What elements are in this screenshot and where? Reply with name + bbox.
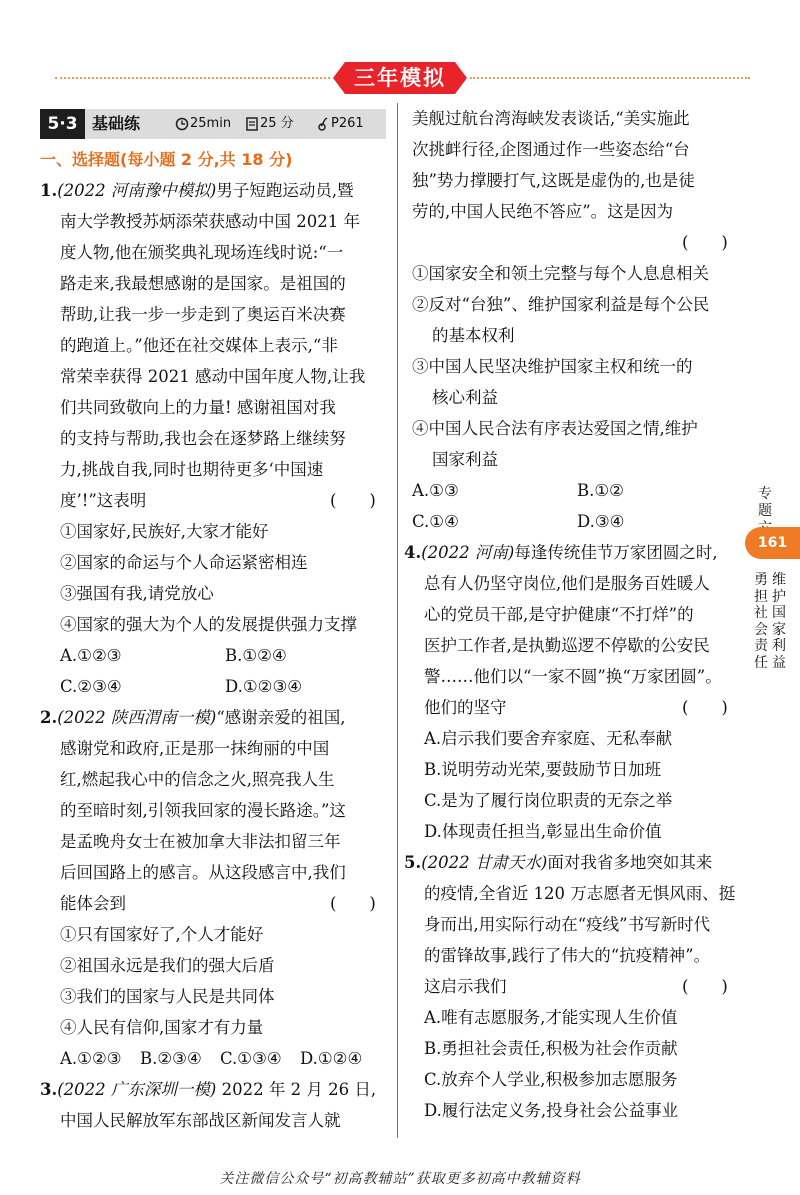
q2-option-c: C.①③④ — [220, 1049, 282, 1068]
q1-line: 度人物,他在颁奖典礼现场连线时说:“一 — [60, 243, 344, 262]
q2-text: “感谢亲爱的祖国, — [216, 708, 346, 727]
q3-text: 2022 年 2 月 26 日, — [216, 1080, 377, 1099]
side-subtitle-2: 维护国家利益 — [772, 572, 786, 671]
q4-option-d: D.体现责任担当,彰显出生命价值 — [424, 822, 662, 841]
time-limit: 25min — [190, 116, 232, 131]
q3-item-cont: 的基本权利 — [432, 326, 515, 345]
score-sheet-icon — [246, 117, 258, 131]
top-dotted-line-right — [470, 77, 750, 79]
q2-answer-blank: ( ) — [330, 894, 376, 913]
q5-text: 面对我省多地突如其来 — [547, 853, 713, 872]
score-total: 25 分 — [260, 116, 294, 131]
q2-item: ③我们的国家与人民是共同体 — [60, 987, 275, 1006]
q5-number: 5. — [404, 853, 422, 872]
right-column — [404, 103, 740, 1126]
q4-text: 每逢传统佳节万家团圆之时, — [514, 543, 718, 562]
q4-line: 心的党员干部,是守护健康“不打烊”的 — [424, 605, 694, 624]
q3-option-c: C.①④ — [412, 512, 459, 531]
q1-options-row1 — [40, 640, 386, 671]
q2-item: ①只有国家好了,个人才能好 — [60, 925, 264, 944]
q3-line: 独”势力撑腰打气,这既是虚伪的,也是徒 — [412, 171, 695, 190]
q5-line: 身而出,用实际行动在“疫线”书写新时代 — [424, 915, 711, 934]
q1-line: 路走来,我最想感谢的是国家。是祖国的 — [60, 274, 346, 293]
q4-first-line — [404, 537, 740, 568]
q1-option-d: D.①②③④ — [225, 677, 303, 696]
q1-options-row2 — [40, 671, 386, 702]
exercise-header — [40, 109, 386, 139]
q3-item: ④中国人民合法有序表达爱国之情,维护 — [412, 419, 698, 438]
q3-answer-blank: ( ) — [682, 233, 728, 252]
q2-source: (2022 陕西渭南一模) — [57, 708, 217, 727]
q1-line: 常荣幸获得 2021 感动中国年度人物,让我 — [60, 367, 366, 386]
q1-line: 的跑道上。”他还在社交媒体上表示,“非 — [60, 336, 338, 355]
q3-first-line — [40, 1074, 386, 1105]
q2-line: 的至暗时刻,引领我回家的漫长路途。”这 — [60, 801, 346, 820]
q3-options-row1 — [412, 475, 740, 506]
banner — [333, 62, 467, 94]
q3-item: ①国家安全和领土完整与每个人息息相关 — [412, 264, 709, 283]
q3-number: 3. — [40, 1080, 58, 1099]
q4-line: 总有人仍坚守岗位,他们是服务百姓暖人 — [424, 574, 710, 593]
q1-line: 南大学教授苏炳添荣获感动中国 2021 年 — [60, 212, 360, 231]
q2-last-line — [40, 888, 386, 919]
banner-title: 三年模拟 — [354, 66, 446, 90]
q3-item-cont: 核心利益 — [432, 388, 498, 407]
q1-item: ②国家的命运与个人命运紧密相连 — [60, 553, 308, 572]
side-subtitle-1: 勇担社会责任 — [754, 572, 768, 671]
q1-line: 们共同致敬向上的力量! 感谢祖国对我 — [60, 398, 336, 417]
q1-option-b: B.①②④ — [225, 646, 287, 665]
q5-answer-blank: ( ) — [682, 977, 728, 996]
answer-page-ref: P261 — [331, 116, 364, 131]
q5-last-line — [412, 971, 740, 1002]
q1-option-a: A.①②③ — [60, 646, 122, 665]
q4-line: 医护工作者,是执勤巡逻不停歇的公安民 — [424, 636, 710, 655]
q5-line: 的疫情,全省近 120 万志愿者无惧风雨、挺 — [424, 884, 736, 903]
q2-options-row — [40, 1043, 386, 1074]
q1-item: ③强国有我,请党放心 — [60, 584, 214, 603]
q3-option-a: A.①③ — [412, 481, 459, 500]
q4-option-b: B.说明劳动光荣,要鼓励节日加班 — [424, 760, 662, 779]
exercise-title: 基础练 — [92, 114, 141, 133]
q1-answer-blank: ( ) — [330, 491, 376, 510]
q4-line: 警……他们以“一家不圆”换“万家团圆”。 — [424, 667, 722, 686]
q2-item: ②祖国永远是我们的强大后盾 — [60, 956, 275, 975]
q2-item: ④人民有信仰,国家才有力量 — [60, 1018, 264, 1037]
q3-option-d: D.③④ — [577, 512, 625, 531]
q3-option-b: B.①② — [577, 481, 624, 500]
q1-first-line — [40, 175, 386, 206]
q1-line: 的支持与帮助,我也会在逐梦路上继续努 — [60, 429, 346, 448]
side-topic-label: 专题 — [758, 486, 772, 519]
q4-last-line — [412, 692, 740, 723]
q5-prompt: 这启示我们 — [424, 977, 507, 996]
q2-line: 感谢党和政府,正是那一抹绚丽的中国 — [60, 739, 330, 758]
answer-link-icon — [318, 117, 331, 131]
q5-option-c: C.放弃个人学业,积极参加志愿服务 — [424, 1070, 678, 1089]
q1-last-line — [40, 485, 386, 516]
q5-option-d: D.履行法定义务,投身社会公益事业 — [424, 1101, 679, 1120]
q5-option-b: B.勇担社会责任,积极为社会作贡献 — [424, 1039, 678, 1058]
q3-line: 劳的,中国人民绝不答应”。这是因为 — [412, 202, 674, 221]
q1-number: 1. — [40, 181, 58, 200]
q3-item: ②反对“台独”、维护国家利益是每个公民 — [412, 295, 710, 314]
q5-source: (2022 甘肃天水) — [421, 853, 548, 872]
q1-item: ①国家好,民族好,大家才能好 — [60, 522, 269, 541]
column-divider — [397, 103, 398, 1138]
section-title: 一、选择题(每小题 2 分,共 18 分) — [40, 150, 293, 169]
q3-item-cont: 国家利益 — [432, 450, 498, 469]
q2-line: 是孟晚舟女士在被加拿大非法扣留三年 — [60, 832, 341, 851]
q3-line: 次挑衅行径,企图通过作一些姿态给“台 — [412, 140, 690, 159]
q4-number: 4. — [404, 543, 422, 562]
q1-text: 男子短跑运动员,暨 — [216, 181, 354, 200]
top-dotted-line-left — [55, 77, 330, 79]
q3-item: ③中国人民坚决维护国家主权和统一的 — [412, 357, 693, 376]
q1-line: 帮助,让我一步一步走到了奥运百米决赛 — [60, 305, 346, 324]
q2-first-line — [40, 702, 386, 733]
q5-option-a: A.唯有志愿服务,才能实现人生价值 — [424, 1008, 678, 1027]
q3-answer-line — [412, 227, 740, 258]
q2-prompt: 能体会到 — [60, 894, 126, 913]
logo-53: 5·3 — [40, 109, 85, 139]
q2-option-a: A.①②③ — [60, 1049, 122, 1068]
clock-icon — [175, 117, 189, 131]
q2-option-b: B.②③④ — [140, 1049, 202, 1068]
q1-prompt: 度’!”这表明 — [60, 491, 147, 510]
q4-option-c: C.是为了履行岗位职责的无奈之举 — [424, 791, 673, 810]
q1-line: 力,挑战自我,同时也期待更多‘中国速 — [60, 460, 324, 479]
footer-note: 关注微信公众号“初高教辅站”获取更多初高中教辅资料 — [219, 1171, 581, 1187]
q2-line: 后回国路上的感言。从这段感言中,我们 — [60, 863, 346, 882]
q1-option-c: C.②③④ — [60, 677, 122, 696]
q2-number: 2. — [40, 708, 58, 727]
q4-option-a: A.启示我们要舍弃家庭、无私奉献 — [424, 729, 673, 748]
q5-line: 的雷锋故事,践行了伟大的“抗疫精神”。 — [424, 946, 711, 965]
q1-source: (2022 河南豫中模拟) — [57, 181, 217, 200]
left-column — [40, 100, 386, 1136]
q5-first-line — [404, 847, 740, 878]
q1-item: ④国家的强大为个人的发展提供强力支撑 — [60, 615, 357, 634]
q4-prompt: 他们的坚守 — [424, 698, 507, 717]
q3-source: (2022 广东深圳一模) — [57, 1080, 217, 1099]
q4-answer-blank: ( ) — [682, 698, 728, 717]
q3-options-row2 — [412, 506, 740, 537]
q3-line: 中国人民解放军东部战区新闻发言人就 — [60, 1111, 341, 1130]
q4-source: (2022 河南) — [421, 543, 515, 562]
q2-line: 红,燃起我心中的信念之火,照亮我人生 — [60, 770, 335, 789]
q2-option-d: D.①②④ — [300, 1049, 363, 1068]
q3-line: 美舰过航台湾海峡发表谈话,“美实施此 — [412, 109, 690, 128]
page-number-tab: 161 — [745, 527, 800, 559]
